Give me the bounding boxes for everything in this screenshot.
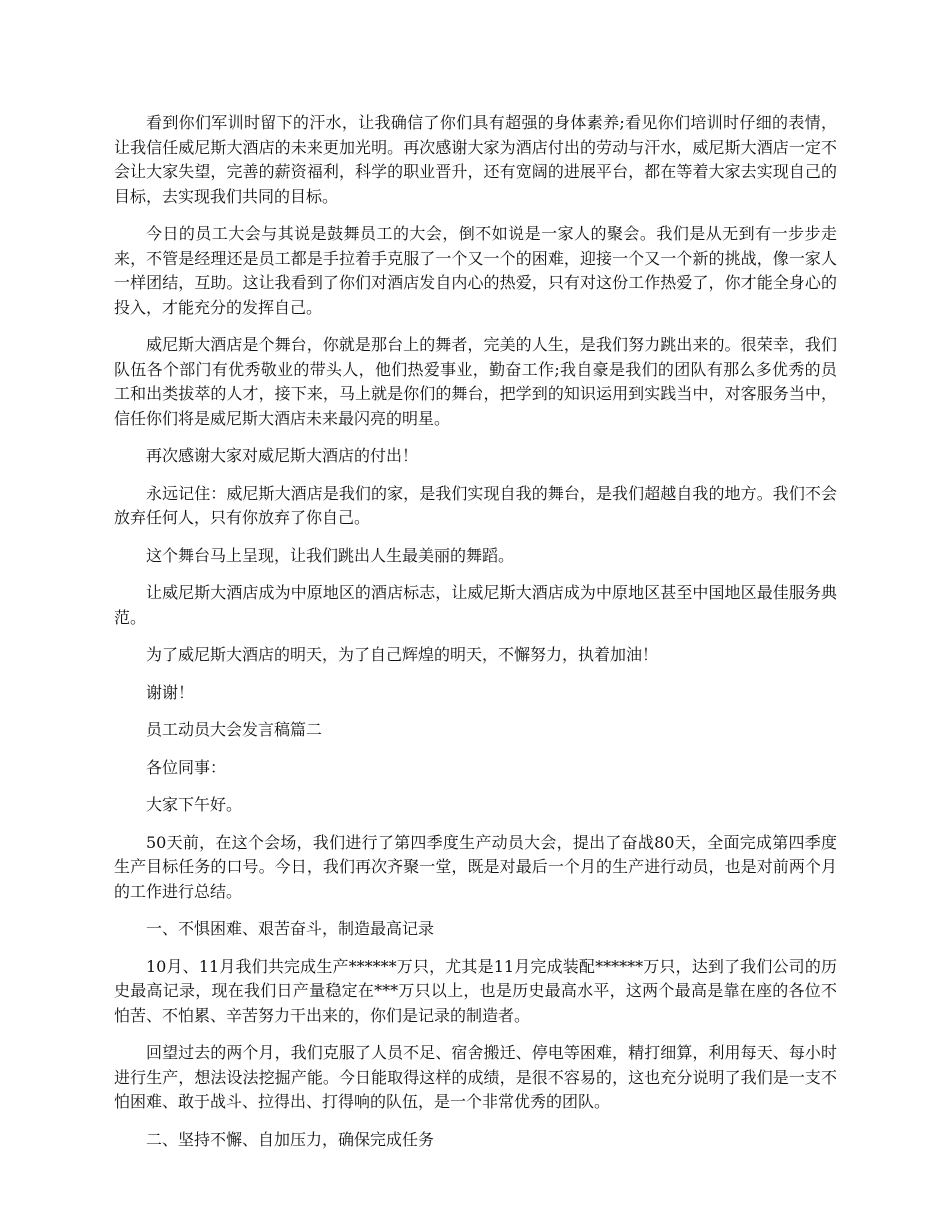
paragraph-1: 看到你们军训时留下的汗水，让我确信了你们具有超强的身体素养;看见你们培训时仔细的表情，让我信任威尼斯大酒店的未来更加光明。再次感谢大家为酒店付出的劳动与汗水，威尼斯大酒店一定不会让大家失望，完善的薪资福利，科学的职业晋升，还有宽阔的进展平台，都在等着大家去实现自己的目标，去实现我们共同的目标。 [114, 113, 837, 206]
salutation: 各位同事： [146, 757, 227, 777]
paragraph-4: 再次感谢大家对威尼斯大酒店的付出！ [146, 446, 419, 465]
paragraph-2: 今日的员工大会与其说是鼓舞员工的大会，倒不如说是一家人的聚会。我们是从无到有一步步走来，不管是经理还是员工都是手拉着手克服了一个又一个的困难，迎接一个又一个新的挑战，像一家人一样团结，互助。这让我看到了你们对酒店发自内心的热爱，只有对这份工作热爱了，你才能全身心的投入，才能充分的发挥自己。 [114, 224, 837, 317]
closing-thanks: 谢谢！ [146, 682, 195, 702]
heading-1: 一、不惧困难、艰苦奋斗，制造最高记录 [146, 919, 435, 938]
greeting: 大家下午好。 [146, 795, 243, 814]
paragraph-16: 回望过去的两个月，我们克服了人员不足、宿舍搬迁、停电等困难，精打细算，利用每天、每小时进行生产，想法设法挖掘产能。今日能取得这样的成绩，是很不容易的，这也充分说明了我们是一支不怕困难、敢于战斗、拉得出、打得响的队伍，是一个非常优秀的团队。 [114, 1043, 837, 1111]
paragraph-6: 这个舞台马上呈现，让我们跳出人生最美丽的舞蹈。 [146, 545, 515, 565]
paragraph-5: 永远记住：威尼斯大酒店是我们的家，是我们实现自我的舞台，是我们超越自我的地方。我们不会放弃任何人，只有你放弃了你自己。 [114, 483, 837, 527]
paragraph-13: 50天前，在这个会场，我们进行了第四季度生产动员大会，提出了奋战80天，全面完成第四季度生产目标任务的口号。今日，我们再次齐聚一堂，既是对最后一个月的生产进行动员，也是对前两个月的工作进行总结。 [114, 832, 837, 901]
heading-2: 二、坚持不懈、自加压力，确保完成任务 [146, 1129, 435, 1149]
section-title: 员工动员大会发言稿篇二 [146, 720, 323, 739]
paragraph-15: 10月、11月我们共完成生产******万只，尤其是11月完成装配******万只，达到了我们公司的历史最高记录，现在我们日产量稳定在***万只以上，也是历史最高水平，这两个最高是靠在座的各位不怕苦、不怕累、辛苦努力干出来的，你们是记录的制造者。 [114, 956, 837, 1025]
paragraph-3: 威尼斯大酒店是个舞台，你就是那台上的舞者，完美的人生，是我们努力跳出来的。很荣幸，我们队伍各个部门有优秀敬业的带头人，他们热爱事业，勤奋工作;我自豪是我们的团队有那么多优秀的员工和出类拔萃的人才，接下来，马上就是你们的舞台，把学到的知识运用到实践当中，对客服务当中，信任你们将是威尼斯大酒店未来最闪亮的明星。 [114, 335, 837, 428]
paragraph-7: 让威尼斯大酒店成为中原地区的酒店标志，让威尼斯大酒店成为中原地区甚至中国地区最佳服务典范。 [114, 583, 837, 627]
paragraph-8: 为了威尼斯大酒店的明天，为了自己辉煌的明天，不懈努力，执着加油！ [146, 645, 659, 664]
document-body [114, 111, 837, 1165]
